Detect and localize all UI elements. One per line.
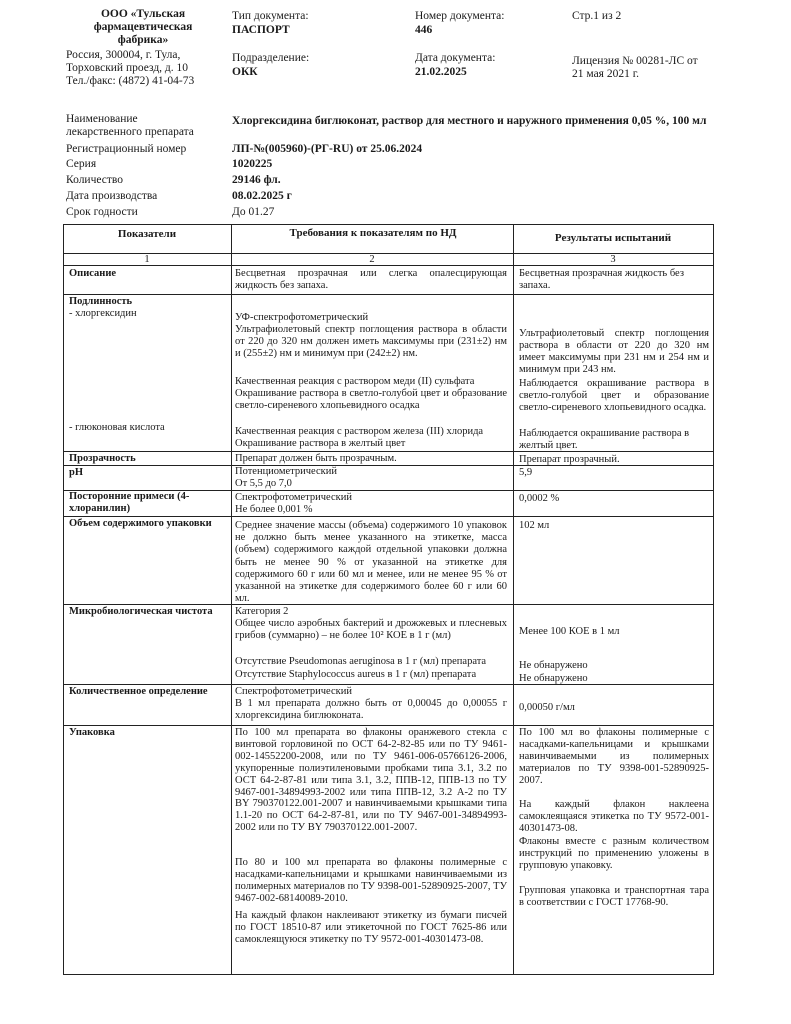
result-text: 0,00050 г/мл (519, 702, 575, 713)
requirement-text: Среднее значение массы (объема) содержимого 10 упаковок не должно быть менее указанного на этикетке, масса (объем) содержимого каждой отдельной упаковки должна быть не менее 90 % от указанной на этикетке для содержимого 60 г или 60 мл и менее, или не менее 95 % от указанной на этикетке для содержимого более 60 г или 60 мл. (235, 520, 507, 605)
doc-date-value: 21.02.2025 (415, 66, 467, 78)
requirement-text: Качественная реакция с раствором меди (II) сульфата Окрашивание раствора в светло-голубой цвет и образование светло-сиреневого хлопьевидного осадка (235, 376, 507, 411)
indicator-name: Описание (69, 268, 117, 279)
requirement-text: Отсутствие Pseudomonas aeruginosa в 1 г (мл) препарата (235, 656, 487, 667)
doc-type-label: Тип документа: (232, 10, 309, 22)
reg-label: Регистрационный номер (66, 143, 187, 155)
result-text: 5,9 (519, 467, 533, 478)
address-line: Тел./факс: (4872) 41-04-73 (66, 75, 195, 87)
name-label: Наименование лекарственного препарата (66, 113, 194, 138)
company-name-line: фабрика» (117, 34, 169, 46)
requirement-text: На каждый флакон наклеивают этикетку из бумаги писчей по ГОСТ 18510-87 или этикеточной по ГОСТ 7625-86 или самоклеящуюся этикетку по ТУ 9572-001-40301473-08. (235, 910, 507, 945)
table-rule (63, 725, 714, 726)
prod-date-label: Дата производства (66, 190, 158, 202)
quantity-value: 29146 фл. (232, 174, 281, 186)
result-text: 102 мл (519, 520, 550, 531)
result-text: Наблюдается окрашивание раствора в желтый цвет. (519, 428, 690, 451)
indicator-name: Микробиологическая чистота (69, 606, 213, 617)
requirement-text: По 100 мл препарата во флаконы оранжевого стекла с винтовой горловиной по ОСТ 64-2-82-85 или по ТУ 9461-002-14552200-2008, или по ТУ 9461-006-05766126-2006, укупоренные полиэтиленовыми пробками типа 3.1, 3.2 по ОСТ 64-2-87-81 или типа 3.1, 3.2, ППВ-12, ППВ-13 по ТУ 9467-001-34894993-2002 или типа ППВ-12, 3.2 А-2 по ТУ BY 790370122.001-2007 и навинчиваемыми крышками типа 1.1-20 по ОСТ 64-2-87-81, или по ТУ 9467-001-34894993-2002 или по ТУ BY 790370122.001-2007. (235, 727, 507, 834)
reg-value: ЛП-№(005960)-(РГ-RU) от 25.06.2024 (232, 143, 423, 155)
doc-number-value: 446 (415, 24, 433, 36)
result-text: По 100 мл во флаконы полимерные с насадками-капельницами и крышками навинчиваемыми из полимерных материалов по ТУ 9398-001-52890925-2007. (519, 727, 709, 786)
indicator-name: pH (69, 467, 84, 478)
result-text: На каждый флакон наклеена самоклеящаяся этикетка по ТУ 9572-001-40301473-08. (519, 799, 709, 834)
sub-indicator: - глюконовая кислота (69, 422, 165, 433)
table-rule (63, 516, 714, 517)
result-text: 0,0002 % (519, 493, 560, 504)
table-rule (63, 294, 714, 295)
license-line: 21 мая 2021 г. (572, 68, 640, 80)
header-indicators: Показатели (117, 228, 177, 240)
requirement-text: По 80 и 100 мл препарата во флаконы полимерные с насадками-капельницами и крышками навинчиваемыми из полимерных материалов по ТУ 9398-001-52890925-2007, ТУ 9467-002-68140089-2010. (235, 857, 507, 904)
doc-number-label: Номер документа: (415, 10, 505, 22)
col-number: 2 (369, 254, 375, 265)
col-number: 3 (610, 254, 616, 265)
doc-type-value: ПАСПОРТ (232, 24, 290, 36)
requirement-text: Категория 2 Общее число аэробных бактерий и дрожжевых и плесневых грибов (суммарно) – не более 10² КОЕ в 1 г (мл) (235, 606, 507, 641)
sub-indicator: - хлоргексидин (69, 308, 137, 319)
requirement-text: Отсутствие Staphylococcus aureus в 1 г (мл) препарата (235, 669, 477, 680)
requirement-text: Потенциометрический От 5,5 до 7,0 (235, 466, 337, 489)
table-rule (63, 224, 714, 225)
header-results: Результаты испытаний (554, 232, 672, 244)
requirement-text: Спектрофотометрический Не более 0,001 % (235, 492, 352, 515)
result-text: Не обнаружено (519, 660, 588, 671)
header-requirements: Требования к показателям по НД (289, 227, 457, 239)
requirement-text: Спектрофотометрический В 1 мл препарата должно быть от 0,00045 до 0,00055 г хлоргексидина биглюконата. (235, 686, 507, 721)
name-value: Хлоргексидина биглюконат, раствор для местного и наружного применения 0,05 %, 100 мл (232, 115, 707, 127)
requirement-text: УФ-спектрофотометрический Ультрафиолетовый спектр поглощения раствора в области от 220 до 320 нм должен иметь максимумы при (231±2) нм и (255±2) нм и минимум при (242±2) нм. (235, 312, 507, 359)
table-rule (231, 224, 232, 975)
indicator-name: Прозрачность (69, 453, 136, 464)
series-value: 1020225 (232, 158, 273, 170)
doc-date-label: Дата документа: (415, 52, 496, 64)
address-line: Россия, 300004, г. Тула, (66, 49, 181, 61)
company-name-line: фармацевтическая (93, 21, 193, 33)
company-name-line: ООО «Тульская (100, 8, 186, 20)
indicator-name: Объем содержимого упаковки (69, 518, 212, 529)
result-text: Бесцветная прозрачная жидкость без запаха. (519, 268, 684, 291)
result-text: Менее 100 КОЕ в 1 мл (519, 626, 620, 637)
table-rule (513, 224, 514, 975)
indicator-name: Количественное определение (69, 686, 208, 697)
company-name (60, 8, 226, 47)
requirement-text: Бесцветная прозрачная или слегка опалесцирующая жидкость без запаха. (235, 268, 507, 291)
prod-date-value: 08.02.2025 г (232, 190, 292, 202)
quantity-label: Количество (66, 174, 123, 186)
division-value: ОКК (232, 66, 258, 78)
address-line: Торховский проезд, д. 10 (66, 62, 189, 74)
indicator-name: Посторонние примеси (4-хлоранилин) (69, 491, 190, 514)
indicator-name: Подлинность (69, 296, 133, 307)
table-rule (63, 974, 714, 975)
table-rule (713, 224, 714, 975)
indicator-name: Упаковка (69, 727, 115, 738)
result-text: Ультрафиолетовый спектр поглощения раствора в области от 220 до 320 нм имеет максимумы при 231 нм и 254 нм и минимум при 243 нм. (519, 328, 709, 375)
result-text: Групповая упаковка и транспортная тара в соответствии с ГОСТ 17768-90. (519, 885, 709, 908)
page-info: Стр.1 из 2 (572, 10, 622, 22)
test-results-table (63, 224, 714, 975)
company-address (66, 49, 194, 88)
division-label: Подразделение: (232, 52, 310, 64)
result-text: Препарат прозрачный. (519, 454, 620, 465)
result-text: Не обнаружено (519, 673, 588, 684)
table-rule (63, 224, 64, 975)
requirement-text: Качественная реакция с раствором железа (III) хлорида Окрашивание раствора в желтый цвет (235, 426, 484, 449)
expiry-label: Срок годности (66, 206, 138, 218)
license-line: Лицензия № 00281-ЛС от (572, 55, 698, 67)
requirement-text: Препарат должен быть прозрачным. (235, 453, 397, 464)
result-text: Наблюдается окрашивание раствора в светло-голубой цвет и образование светло-сиреневого хлопьевидного осадка. (519, 378, 709, 413)
series-label: Серия (66, 158, 97, 170)
col-number: 1 (144, 254, 150, 265)
expiry-value: До 01.27 (232, 206, 275, 218)
license-info (572, 55, 698, 81)
result-text: Флаконы вместе с разным количеством инструкций по применению уложены в групповую упаковку. (519, 836, 709, 871)
